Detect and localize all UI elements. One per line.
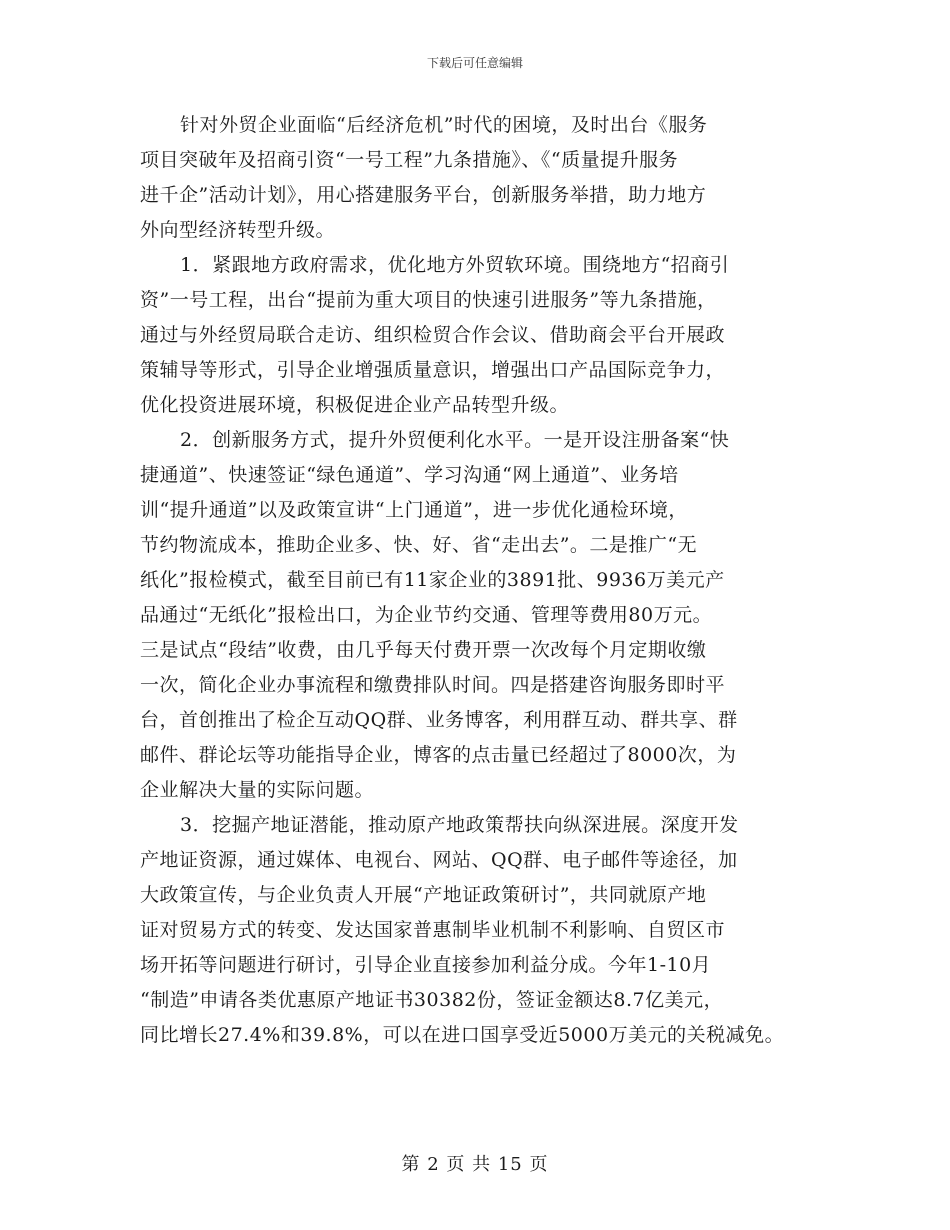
text-line: 优化投资进展环境，积极促进企业产品转型升级。 (140, 394, 570, 416)
text-line: 台，首创推出了检企互动QQ群、业务博客，利用群互动、群共享、群 (140, 709, 738, 731)
page-header: 下载后可任意编辑 (426, 56, 523, 70)
document-body (140, 108, 830, 1053)
text-line: 捷通道”、快速签证“绿色通道”、学习沟通“网上通道”、业务培 (140, 464, 679, 486)
text-line: 大政策宣传，与企业负责人开展“产地证政策研讨”，共同就原产地 (140, 884, 707, 906)
text-line: 项目突破年及招商引资“一号工程”九条措施》、《“质量提升服务 (140, 149, 679, 171)
text-line: 1．紧跟地方政府需求，优化地方外贸软环境。围绕地方“招商引 (180, 254, 730, 276)
text-line: 通过与外经贸局联合走访、组织检贸合作会议、借助商会平台开展政 (140, 324, 726, 346)
text-line: 训“提升通道”以及政策宣讲“上门通道”，进一步优化通检环境， (140, 499, 688, 521)
paragraph-2 (140, 248, 830, 423)
text-line: 纸化”报检模式，截至目前已有11家企业的3891批、9936万美元产 (140, 569, 725, 591)
text-line: 品通过“无纸化”报检出口，为企业节约交通、管理等费用80万元。 (140, 604, 713, 626)
paragraph-4 (140, 808, 830, 1053)
text-line: 场开拓等问题进行研讨，引导企业直接参加利益分成。今年1-10月 (140, 954, 712, 976)
text-line: 产地证资源，通过媒体、电视台、网站、QQ群、电子邮件等途径，加 (140, 849, 738, 871)
text-line: 三是试点“段结”收费，由几乎每天付费开票一次改每个月定期收缴 (140, 639, 707, 661)
text-line: 企业解决大量的实际问题。 (140, 779, 375, 801)
text-line: 一次，简化企业办事流程和缴费排队时间。四是搭建咨询服务即时平 (140, 674, 726, 696)
text-line: 资”一号工程，出台“提前为重大项目的快速引进服务”等九条措施， (140, 289, 717, 311)
text-line: 同比增长27.4%和39.8%，可以在进口国享受近5000万美元的关税减免。 (140, 1024, 785, 1046)
page-footer: 第 2 页 共 15 页 (401, 1154, 549, 1175)
text-line: 外向型经济转型升级。 (140, 219, 336, 241)
text-line: “制造”申请各类优惠原产地证书30382份，签证金额达8.7亿美元， (140, 989, 724, 1011)
text-line: 3．挖掘产地证潜能，推动原产地政策帮扶向纵深进展。深度开发 (180, 814, 739, 836)
text-line: 邮件、群论坛等功能指导企业，博客的点击量已经超过了8000次，为 (140, 744, 737, 766)
text-line: 针对外贸企业面临“后经济危机”时代的困境，及时出台《服务 (180, 114, 708, 136)
text-line: 策辅导等形式，引导企业增强质量意识，增强出口产品国际竞争力， (140, 359, 726, 381)
paragraph-3 (140, 423, 830, 808)
paragraph-1 (140, 108, 830, 248)
text-line: 证对贸易方式的转变、发达国家普惠制毕业机制不利影响、自贸区市 (140, 919, 726, 941)
text-line: 节约物流成本，推助企业多、快、好、省“走出去”。二是推广“无 (140, 534, 698, 556)
text-line: 进千企”活动计划》，用心搭建服务平台，创新服务举措，助力地方 (140, 184, 707, 206)
text-line: 2．创新服务方式，提升外贸便利化水平。一是开设注册备案“快 (180, 429, 730, 451)
